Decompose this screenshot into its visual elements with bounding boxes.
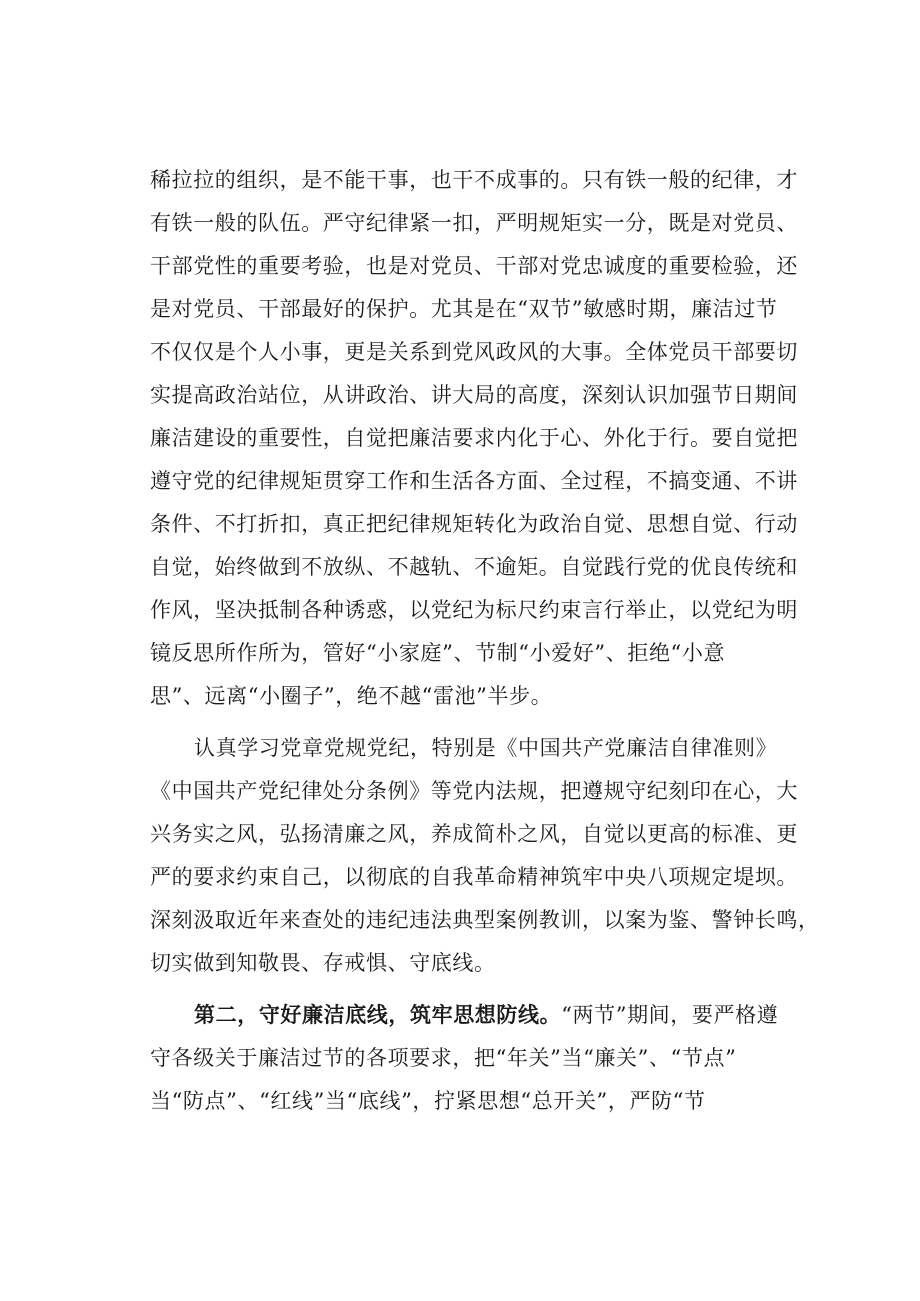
paragraph-line: 自觉，始终做到不放纵、不越轨、不逾矩。自觉践行党的优良传统和 — [150, 555, 798, 579]
paragraph-line: 守各级关于廉洁过节的各项要求，把“年关”当“廉关”、“节点” — [150, 1046, 737, 1070]
paragraph-text: “两节”期间，要严格遵 — [561, 1003, 779, 1027]
paragraph-line: 不仅仅是个人小事，更是关系到党风政风的大事。全体党员干部要切 — [150, 340, 798, 364]
paragraph-line: 遵守党的纪律规矩贯穿工作和生活各方面、全过程，不搞变通、不讲 — [150, 469, 798, 493]
paragraph-line: 作风，坚决抵制各种诱惑，以党纪为标尺约束言行举止，以党纪为明 — [150, 598, 798, 622]
paragraph-line: 条件、不打折扣，真正把纪律规矩转化为政治自觉、思想自觉、行动 — [150, 512, 798, 536]
paragraph-line: 思”、远离“小圈子”，绝不越“雷池”半步。 — [150, 684, 553, 708]
section-heading: 第二，守好廉洁底线，筑牢思想防线。 — [194, 1002, 562, 1027]
paragraph-line: 深刻汲取近年来查处的违纪违法典型案例教训，以案为鉴、警钟长鸣， — [150, 908, 820, 932]
paragraph-line: 镜反思所作所为，管好“小家庭”、节制“小爱好”、拒绝“小意 — [150, 641, 726, 665]
paragraph-line: 《中国共产党纪律处分条例》等党内法规，把遵规守纪刻印在心，大 — [150, 779, 798, 803]
paragraph-line: 当“防点”、“红线”当“底线”，拧紧思想“总开关”，严防“节 — [150, 1089, 706, 1113]
paragraph-line: 干部党性的重要考验，也是对党员、干部对党忠诚度的重要检验，还 — [150, 254, 798, 278]
paragraph-line: 有铁一般的队伍。严守纪律紧一扣，严明规矩实一分，既是对党员、 — [150, 211, 798, 235]
paragraph-line: 廉洁建设的重要性，自觉把廉洁要求内化于心、外化于行。要自觉把 — [150, 426, 798, 450]
paragraph-line: 稀拉拉的组织，是不能干事，也干不成事的。只有铁一般的纪律，才 — [150, 168, 798, 192]
paragraph-line: 兴务实之风，弘扬清廉之风，养成简朴之风，自觉以更高的标准、更 — [150, 822, 798, 846]
paragraph-line: 实提高政治站位，从讲政治、讲大局的高度，深刻认识加强节日期间 — [150, 383, 798, 407]
paragraph-line: 是对党员、干部最好的保护。尤其是在“双节”敏感时期，廉洁过节 — [150, 297, 778, 321]
paragraph-line: 认真学习党章党规党纪，特别是《中国共产党廉洁自律准则》 — [194, 736, 778, 760]
paragraph-first-line — [194, 1000, 778, 1030]
paragraph-line: 严的要求约束自己，以彻底的自我革命精神筑牢中央八项规定堤坝。 — [150, 865, 798, 889]
paragraph-line: 切实做到知敬畏、存戒惧、守底线。 — [150, 951, 496, 975]
